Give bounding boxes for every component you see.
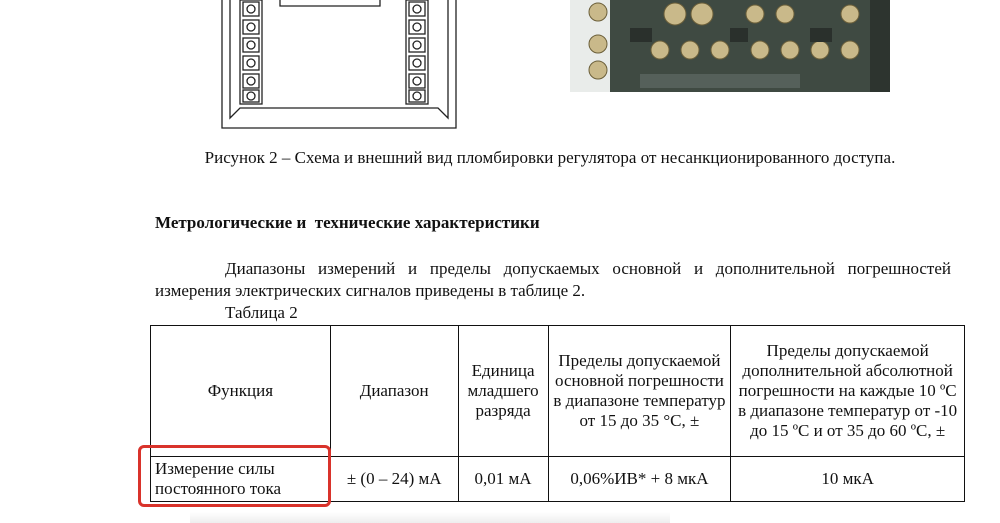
figure-caption: Рисунок 2 – Схема и внешний вид пломбировки регулятора от несанкционированного доступа. — [204, 148, 896, 167]
table-header-row — [151, 326, 965, 457]
section-heading: Метрологические и технические характеристики — [155, 213, 540, 232]
terminal-block-diagram — [220, 0, 458, 130]
header-basic-error: Пределы допускаемой основной погрешности в диапазоне температур от 15 до 35 °С, ± — [548, 326, 731, 457]
header-unit: Единица младшего разряда — [458, 326, 548, 457]
cell-range: ± (0 – 24) мА — [330, 457, 458, 502]
header-range: Диапазон — [330, 326, 458, 457]
cell-function: Измерение силы постоянного тока — [151, 457, 331, 502]
cell-basic-error: 0,06%ИВ* + 8 мкА — [548, 457, 731, 502]
highlight-box — [138, 445, 331, 507]
intro-paragraph-text: Диапазоны измерений и пределы допускаемых основной и дополнительной погрешностей измерения электрических сигналов приведены в таблице 2. — [155, 259, 951, 300]
header-additional-error: Пределы допускаемой дополнительной абсолютной погрешности на каждые 10 ºС в диапазоне температур от -10 до 15 ºС и от 35 до 60 ºС, ± — [731, 326, 965, 457]
table-label: Таблица 2 — [225, 303, 298, 322]
cell-unit: 0,01 мА — [458, 457, 548, 502]
cell-additional-error: 10 мкА — [731, 457, 965, 502]
intro-paragraph — [155, 258, 951, 302]
page-bottom-edge — [190, 512, 670, 523]
header-function: Функция — [151, 326, 331, 457]
controller-photo — [570, 0, 890, 92]
